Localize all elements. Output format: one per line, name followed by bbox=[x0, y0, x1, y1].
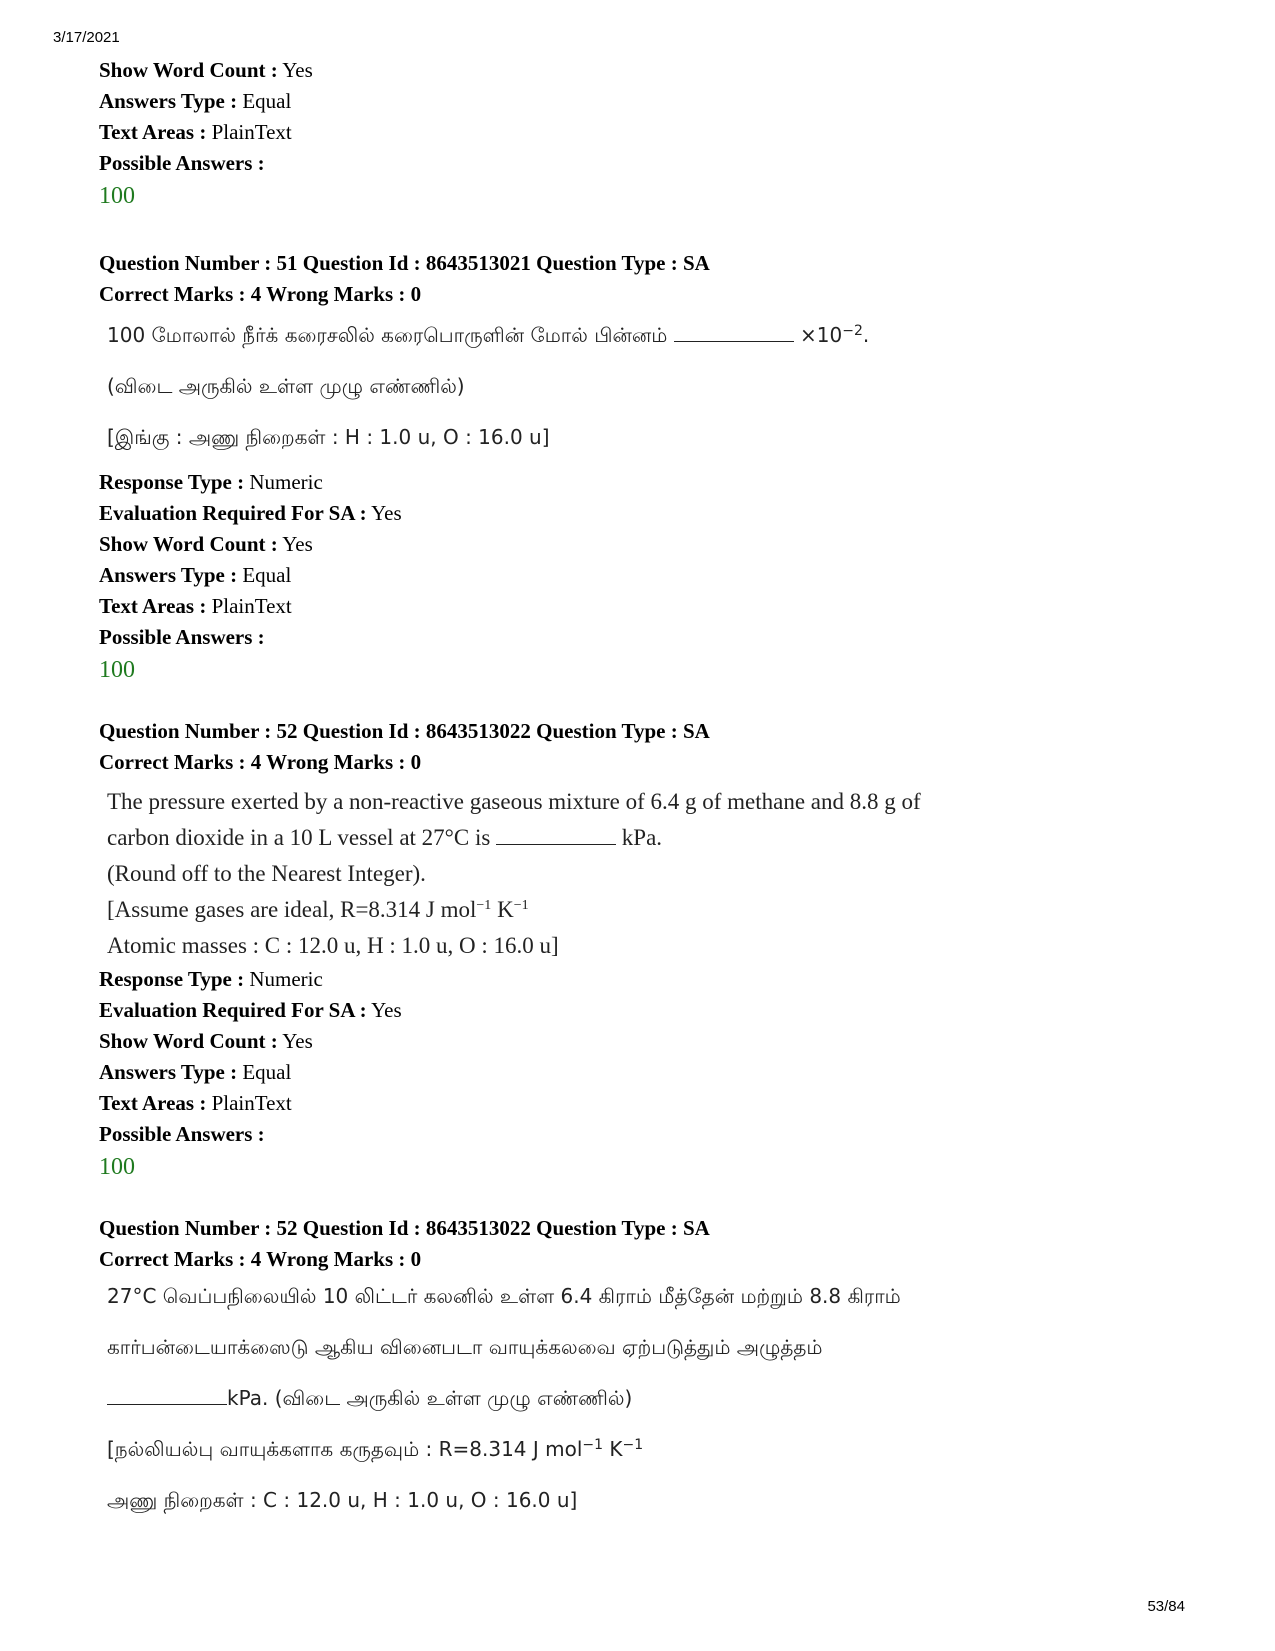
question-line: 100 மோலால் நீர்க் கரைசலில் கரைபொருளின் மோல் பின்னம் $\times 10^{-2}$. bbox=[107, 323, 870, 347]
question-text-part: kPa. (விடை அருகில் உள்ள முழு எண்ணில்) bbox=[227, 1386, 633, 1410]
question-line bbox=[107, 820, 1149, 856]
answers-type-row bbox=[99, 1057, 1149, 1088]
field-label: Text Areas : bbox=[99, 120, 207, 144]
question-52 bbox=[99, 716, 1149, 1184]
possible-answer: 100 bbox=[99, 183, 135, 209]
field-label: Show Word Count : bbox=[99, 532, 278, 556]
question-line: 27°C வெப்பநிலையில் 10 லிட்டர் கலனில் உள்ள 6.4 கிராம் மீத்தேன் மற்றும் 8.8 கிராம் bbox=[107, 1284, 901, 1308]
question-52-tamil bbox=[99, 1213, 1149, 1526]
field-label: Show Word Count : bbox=[99, 1029, 278, 1053]
question-header: Question Number : 52 Question Id : 8643513022 Question Type : SA bbox=[99, 719, 710, 743]
question-text bbox=[107, 784, 1149, 964]
field-label: Text Areas : bbox=[99, 594, 207, 618]
field-label: Show Word Count : bbox=[99, 58, 278, 82]
question-marks: Correct Marks : 4 Wrong Marks : 0 bbox=[99, 282, 422, 306]
possible-answers-row bbox=[99, 622, 1149, 653]
field-label: Answers Type : bbox=[99, 563, 238, 587]
answer-blank bbox=[674, 323, 794, 342]
response-type-row bbox=[99, 467, 1149, 498]
show-word-count-row bbox=[99, 1026, 1149, 1057]
question-text-part: [Assume gases are ideal, R=8.314 J mol bbox=[107, 897, 477, 922]
question-header: Question Number : 51 Question Id : 8643513021 Question Type : SA bbox=[99, 251, 710, 275]
question-marks: Correct Marks : 4 Wrong Marks : 0 bbox=[99, 750, 422, 774]
question-line: The pressure exerted by a non-reactive gaseous mixture of 6.4 g of methane and 8.8 g of bbox=[107, 789, 921, 814]
question-line: (Round off to the Nearest Integer). bbox=[107, 861, 426, 886]
exponent: −1 bbox=[513, 898, 529, 913]
field-value: PlainText bbox=[211, 120, 292, 144]
field-label: Response Type : bbox=[99, 967, 245, 991]
question-line: (விடை அருகில் உள்ள முழு எண்ணில்) bbox=[107, 374, 465, 398]
field-label: Evaluation Required For SA : bbox=[99, 501, 367, 525]
field-label: Response Type : bbox=[99, 470, 245, 494]
possible-answer: 100 bbox=[99, 657, 135, 683]
field-label: Possible Answers : bbox=[99, 625, 265, 649]
possible-answers-row bbox=[99, 1119, 1149, 1150]
field-value: Yes bbox=[282, 58, 313, 82]
field-value: Numeric bbox=[249, 470, 323, 494]
question-header: Question Number : 52 Question Id : 8643513022 Question Type : SA bbox=[99, 1216, 710, 1240]
question-text-part: kPa. bbox=[621, 825, 663, 850]
question-line: [இங்கு : அணு நிறைகள் : H : 1.0 u, O : 16.0 u] bbox=[107, 425, 550, 449]
question-line: அணு நிறைகள் : C : 12.0 u, H : 1.0 u, O : 16.0 u] bbox=[107, 1488, 578, 1512]
exponent: −2 bbox=[842, 323, 863, 339]
field-label: Possible Answers : bbox=[99, 151, 265, 175]
field-label: Answers Type : bbox=[99, 1060, 238, 1084]
field-value: Equal bbox=[242, 89, 292, 113]
question-marks: Correct Marks : 4 Wrong Marks : 0 bbox=[99, 1247, 422, 1271]
evaluation-row bbox=[99, 995, 1149, 1026]
print-date: 3/17/2021 bbox=[53, 29, 120, 46]
question-text-part: K bbox=[603, 1437, 623, 1461]
field-value: PlainText bbox=[211, 1091, 292, 1115]
question-text-part: [நல்லியல்பு வாயுக்களாக கருதவும் : R=8.314 J mol bbox=[107, 1437, 583, 1461]
text-areas-row bbox=[99, 591, 1149, 622]
question-text bbox=[107, 1271, 1149, 1526]
page-number: 53/84 bbox=[1147, 1598, 1185, 1615]
question-line: கார்பன்டையாக்ஸைடு ஆகிய வினைபடா வாயுக்கலவை ஏற்படுத்தும் அழுத்தம் bbox=[107, 1335, 823, 1359]
question-51 bbox=[99, 248, 1149, 687]
question-text bbox=[107, 310, 1149, 463]
question-text-part: K bbox=[491, 897, 514, 922]
field-label: Answers Type : bbox=[99, 89, 238, 113]
field-label: Evaluation Required For SA : bbox=[99, 998, 367, 1022]
question-text-part: ×10 bbox=[800, 323, 843, 347]
text-areas-row bbox=[99, 1088, 1149, 1119]
evaluation-row bbox=[99, 498, 1149, 529]
answers-type-row bbox=[99, 86, 1149, 117]
field-value: Yes bbox=[371, 998, 402, 1022]
possible-answers-row bbox=[99, 148, 1149, 179]
field-value: Equal bbox=[242, 1060, 292, 1084]
question-line bbox=[107, 892, 1149, 928]
field-value: Yes bbox=[282, 532, 313, 556]
question-text-part: 100 மோலால் நீர்க் கரைசலில் கரைபொருளின் மோல் பின்னம் bbox=[107, 323, 668, 347]
field-label: Text Areas : bbox=[99, 1091, 207, 1115]
question-line bbox=[107, 1424, 1149, 1475]
answer-blank bbox=[496, 826, 616, 845]
question-text-part: carbon dioxide in a 10 L vessel at 27°C is bbox=[107, 825, 491, 850]
possible-answer: 100 bbox=[99, 1154, 135, 1180]
field-value: PlainText bbox=[211, 594, 292, 618]
response-type-row bbox=[99, 964, 1149, 995]
question-line: Atomic masses : C : 12.0 u, H : 1.0 u, O : 16.0 u] bbox=[107, 933, 559, 958]
answers-type-row bbox=[99, 560, 1149, 591]
field-value: Equal bbox=[242, 563, 292, 587]
previous-question-fields bbox=[99, 55, 1149, 213]
exponent: −1 bbox=[582, 1437, 604, 1453]
answer-blank bbox=[107, 1386, 227, 1405]
field-value: Yes bbox=[371, 501, 402, 525]
exponent: −1 bbox=[622, 1437, 644, 1453]
field-value: Numeric bbox=[249, 967, 323, 991]
question-line bbox=[107, 1373, 1149, 1424]
show-word-count-row bbox=[99, 529, 1149, 560]
text-areas-row bbox=[99, 117, 1149, 148]
field-label: Possible Answers : bbox=[99, 1122, 265, 1146]
show-word-count-row bbox=[99, 55, 1149, 86]
exponent: −1 bbox=[476, 898, 492, 913]
field-value: Yes bbox=[282, 1029, 313, 1053]
